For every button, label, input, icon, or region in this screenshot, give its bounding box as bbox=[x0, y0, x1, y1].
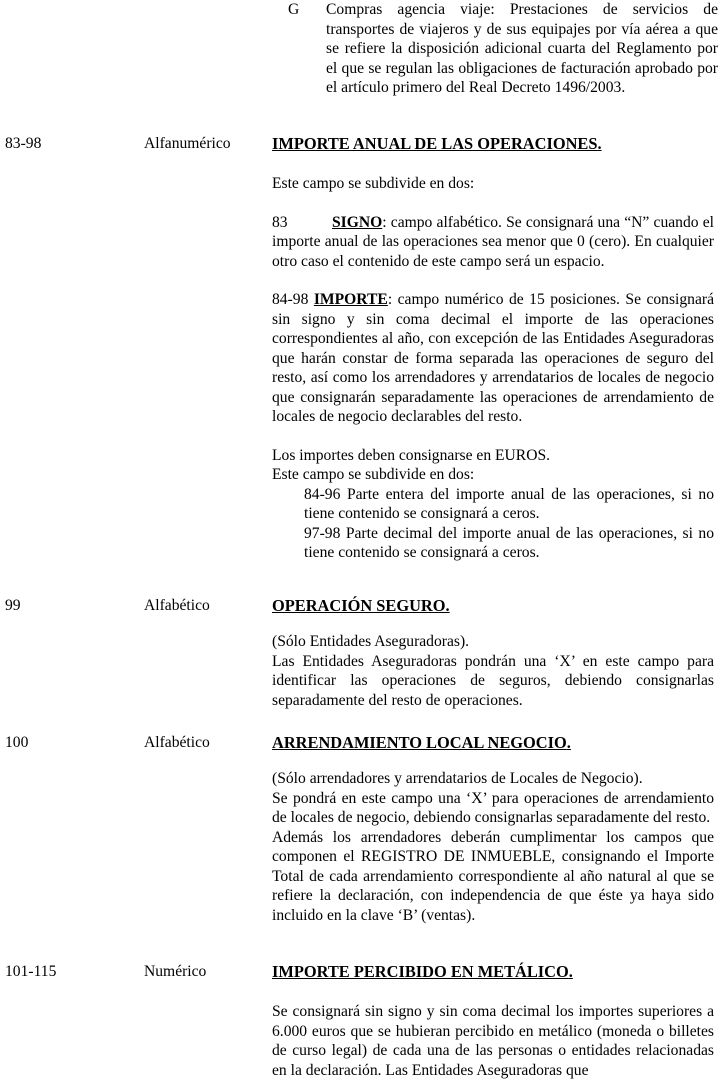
field-description bbox=[272, 1002, 714, 1080]
paragraph-signo: 83 SIGNO: campo alfabético. Se consignará una “N” cuando el importe anual de las operaciones sea menor que 0 (cero). En cualquier otro caso el contenido de este campo será un espacio. bbox=[272, 213, 714, 270]
field-title: IMPORTE ANUAL DE LAS OPERACIONES. bbox=[272, 134, 602, 153]
field-position: 83-98 bbox=[5, 135, 42, 152]
paragraph: Se pondrá en este campo una ‘X’ para operaciones de arrendamiento de locales de negocio, debiendo consignarlas separadamente del resto. bbox=[272, 789, 714, 826]
paragraph: Además los arrendadores deberán cumplimentar los campos que componen el REGISTRO DE INMUEBLE, consignando el Importe Total de cada arrendamiento correspondiente al año natural al que se refiere la declaración, con independencia de que éste ya haya sido incluido en la clave ‘B’ (ventas). bbox=[272, 828, 714, 924]
paragraph: Este campo se subdivide en dos: bbox=[272, 466, 475, 483]
field-position: 101-115 bbox=[5, 963, 57, 980]
paragraph: (Sólo arrendadores y arrendatarios de Locales de Negocio). bbox=[272, 770, 643, 787]
field-description bbox=[272, 769, 714, 925]
paragraph: Los importes deben consignarse en EUROS. bbox=[272, 446, 551, 464]
field-type: Alfanumérico bbox=[144, 135, 231, 152]
subfield-decimal: 97-98 Parte decimal del importe anual de las operaciones, si no tiene contenido se consignará a ceros. bbox=[304, 524, 714, 561]
paragraph: (Sólo Entidades Aseguradoras). bbox=[272, 633, 470, 650]
key-letter: G bbox=[288, 1, 300, 18]
key-description: Compras agencia viaje: Prestaciones de servicios de transportes de viajeros y de sus equipajes por vía aérea a que se refiere la disposición adicional cuarta del Reglamento por el que se regulan las obligaciones de facturación aprobado por el artículo primero del Real Decreto 1496/2003. bbox=[326, 1, 718, 96]
field-type: Alfabético bbox=[144, 734, 210, 751]
field-type: Numérico bbox=[144, 963, 207, 980]
paragraph: Se consignará sin signo y sin coma decimal los importes superiores a 6.000 euros que se hubieran percibido en metálico (moneda o billetes de curso legal) de cada una de las personas o entidades relacionadas en la declaración. Las Entidades Aseguradoras que bbox=[272, 1003, 714, 1079]
field-title: ARRENDAMIENTO LOCAL NEGOCIO. bbox=[272, 733, 571, 752]
paragraph: Las Entidades Aseguradoras pondrán una ‘X’ en este campo para identificar las operaciones de seguros, debiendo consignarlas separadamente del resto de operaciones. bbox=[272, 652, 714, 709]
field-description bbox=[272, 632, 714, 710]
field-title: OPERACIÓN SEGURO. bbox=[272, 596, 450, 615]
field-position: 100 bbox=[5, 734, 29, 751]
field-description bbox=[272, 174, 714, 563]
paragraph: Este campo se subdivide en dos: bbox=[272, 175, 475, 192]
subfield-entera: 84-96 Parte entera del importe anual de las operaciones, si no tiene contenido se consignará a ceros. bbox=[304, 485, 714, 522]
field-position: 99 bbox=[5, 597, 21, 614]
field-type: Alfabético bbox=[144, 597, 210, 614]
field-title: IMPORTE PERCIBIDO EN METÁLICO. bbox=[272, 962, 573, 981]
paragraph-importe: 84-98 IMPORTE: campo numérico de 15 posiciones. Se consignará sin signo y sin coma decimal el importe de las operaciones correspondientes al año, con excepción de las Entidades Aseguradoras que harán constar de forma separada las operaciones de seguro del resto, así como los arrendadores y arrendatarios de locales de negocio que consignarán separadamente las operaciones de arrendamiento de locales de negocio declarables del resto. bbox=[272, 291, 714, 425]
